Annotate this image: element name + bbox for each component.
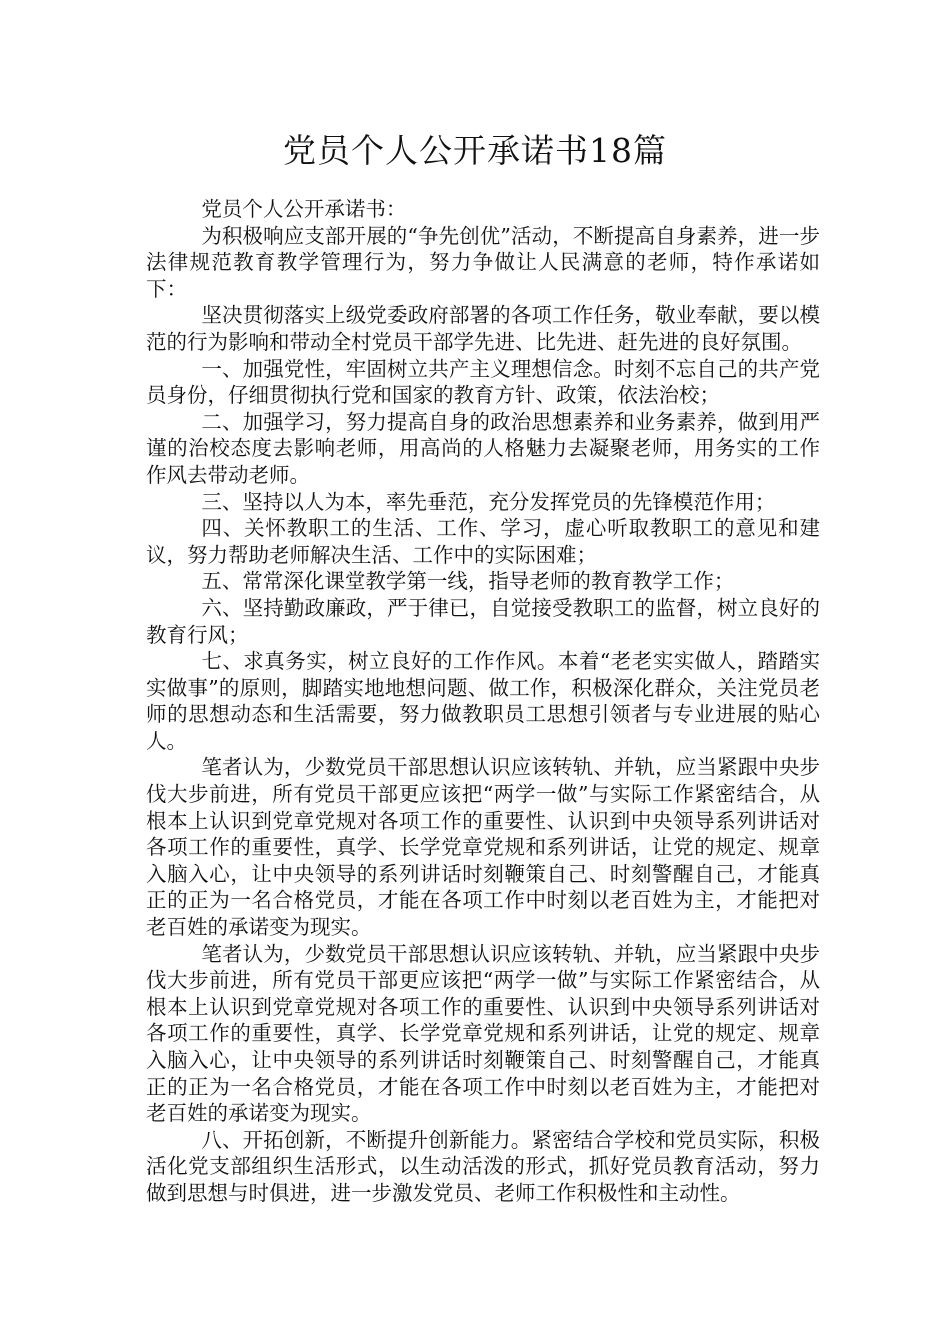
paragraph-item-5: 五、常常深化课堂教学第一线，指导老师的教育教学工作；	[201, 569, 735, 594]
paragraph-item-7: 七、求真务实，树立良好的工作作风。本着“老老实实做人，踏踏实实做事”的原则，脚踏实地地想问题、做工作，积极深化群众，关注党员老师的思想动态和生活需要，努力做教职员工思想引领者与专业进展的贴心人。	[146, 649, 820, 753]
paragraph-item-1: 一、加强党性，牢固树立共产主义理想信念。时刻不忘自己的共产党员身份，仔细贯彻执行党和国家的教育方针、政策，依法治校；	[146, 356, 820, 408]
document-title: 党员个人公开承诺书18篇	[283, 131, 667, 170]
paragraph-author-view-1: 笔者认为，少数党员干部思想认识应该转轨、并轨，应当紧跟中央步伐大步前进，所有党员干部更应该把“两学一做”与实际工作紧密结合，从根本上认识到党章党规对各项工作的重要性、认识到中央领导系列讲话对各项工作的重要性，真学、长学党章党规和系列讲话，让党的规定、规章入脑入心，让中央领导的系列讲话时刻鞭策自己、时刻警醒自己，才能真正的正为一名合格党员，才能在各项工作中时刻以老百姓为主，才能把对老百姓的承诺变为现实。	[146, 755, 820, 940]
paragraph-salutation: 党员个人公开承诺书：	[201, 197, 407, 221]
paragraph-item-4: 四、关怀教职工的生活、工作、学习，虚心听取教职工的意见和建议，努力帮助老师解决生活、工作中的实际困难；	[146, 516, 820, 567]
paragraph-item-2: 二、加强学习，努力提高自身的政治思想素养和业务素养，做到用严谨的治校态度去影响老师，用高尚的人格魅力去凝聚老师，用务实的工作作风去带动老师。	[146, 409, 820, 487]
paragraph-commitment: 坚决贯彻落实上级党委政府部署的各项工作任务，敬业奉献，要以模范的行为影响和带动全村党员干部学先进、比先进、赶先进的良好氛围。	[146, 303, 820, 354]
paragraph-author-view-2: 笔者认为，少数党员干部思想认识应该转轨、并轨，应当紧跟中央步伐大步前进，所有党员干部更应该把“两学一做”与实际工作紧密结合，从根本上认识到党章党规对各项工作的重要性、认识到中央领导系列讲话对各项工作的重要性，真学、长学党章党规和系列讲话，让党的规定、规章入脑入心，让中央领导的系列讲话时刻鞭策自己、时刻警醒自己，才能真正的正为一名合格党员，才能在各项工作中时刻以老百姓为主，才能把对老百姓的承诺变为现实。	[146, 941, 820, 1126]
paragraph-item-8: 八、开拓创新，不断提升创新能力。紧密结合学校和党员实际，积极活化党支部组织生活形式，以生动活泼的形式，抓好党员教育活动，努力做到思想与时俱进，进一步激发党员、老师工作积极性和主动性。	[146, 1127, 820, 1205]
paragraph-item-3: 三、坚持以人为本，率先垂范，充分发挥党员的先锋模范作用；	[201, 489, 776, 514]
paragraph-item-6: 六、坚持勤政廉政，严于律已，自觉接受教职工的监督，树立良好的教育行风；	[146, 595, 820, 647]
paragraph-intro: 为积极响应支部开展的“争先创优”活动，不断提高自身素养，进一步法律规范教育教学管理行为，努力争做让人民满意的老师，特作承诺如下：	[146, 223, 820, 301]
document-body	[146, 196, 820, 1207]
